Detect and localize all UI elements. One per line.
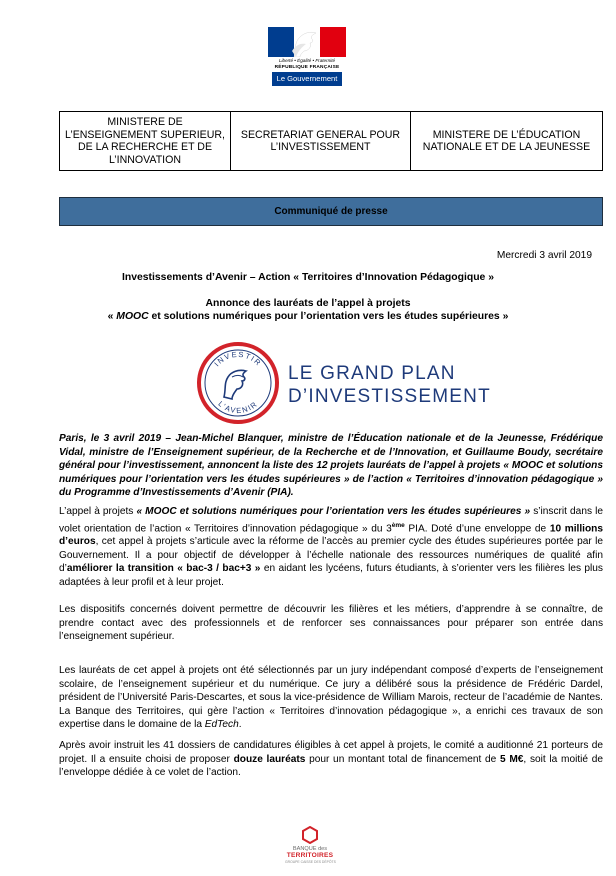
- headline-action: Investissements d’Avenir – Action « Territoires d’Innovation Pédagogique »: [121, 272, 495, 283]
- bdt-line2: TERRITOIRES: [286, 852, 334, 859]
- grand-plan-logo: [196, 341, 491, 425]
- headline-announcement: Annonce des lauréats de l’appel à projets: [205, 298, 411, 309]
- press-release-banner: [59, 197, 603, 226]
- paragraph-jury: Les lauréats de cet appel à projets ont été sélectionnés par un jury indépendant composé d’experts de l’enseignement scolaire, de l’enseignement supérieur et du numérique. Ce jury a délibéré sous la présidence de Frédéric Dardel, président de l’Université Paris-Descartes, et sous la vice-présidence de William Marois, recteur de l’académie de Nantes. La Banque des Territoires, qui gère l’action « Territoires d’innovation pédagogique », a enrichi ces travaux de son expertise dans le domaine de la EdTech.: [59, 665, 603, 730]
- paragraph-winners: Après avoir instruit les 41 dossiers de candidatures éligibles à cet appel à projets, le comité a auditionné 21 porteurs de projet. Il a ensuite choisi de proposer douze lauréats pour un montant total de financement de 5 M€, soit la moitié de l’enveloppe dédiée à ce volet de l’action.: [59, 740, 603, 778]
- release-date: Mercredi 3 avril 2019: [496, 250, 592, 261]
- paragraph-devices: Les dispositifs concernés doivent permettre de découvrir les filières et les métiers, d’apprendre à se connaître, de prendre contact avec des professionnels et de renforcer ses connaissances pour préparer son entrée dans l’enseignement supérieur.: [59, 604, 603, 642]
- government-banner: Le Gouvernement: [272, 72, 342, 86]
- republic-motto: Liberté • Égalité • Fraternité: [278, 58, 336, 63]
- hexagon-icon: [301, 826, 319, 844]
- ministry-national-education: MINISTERE DE L’ÉDUCATION NATIONALE ET DE LA JEUNESSE: [422, 128, 591, 153]
- intro-paragraph: Paris, le 3 avril 2019 – Jean-Michel Blanquer, ministre de l’Éducation nationale et de la Jeunesse, Frédérique Vidal, ministre de l’Enseignement supérieur, de la Recherche et de l’Innovation, et Guillaume Boudy, secrétaire général pour l’investissement, annoncent la liste des 12 projets lauréats de l’appel à projets « MOOC et solutions numériques pour l’orientation vers les études supérieures » de l’action « Territoires d’innovation pédagogique » du Programme d’Investissements d’Avenir (PIA).: [59, 433, 603, 498]
- bdt-line1: BANQUE des: [292, 846, 328, 852]
- marianne-profile-icon: [290, 29, 322, 57]
- press-release-label: Communiqué de presse: [274, 206, 388, 217]
- bdt-line3: GROUPE CAISSE DES DÉPÔTS: [285, 860, 336, 864]
- seal-bottom-text: L’AVENIR: [216, 399, 260, 416]
- government-logo: [268, 27, 346, 89]
- marianne-flag-icon: [268, 27, 346, 57]
- ministries-table: [59, 111, 603, 171]
- grand-plan-line1: LE GRAND PLAN: [288, 363, 456, 384]
- headline-call-title: « MOOC et solutions numériques pour l’orientation vers les études supérieures »: [107, 311, 509, 322]
- grand-plan-line2: D’INVESTISSEMENT: [288, 386, 491, 407]
- banque-des-territoires-logo: [285, 826, 335, 870]
- investir-avenir-seal-icon: [196, 341, 280, 425]
- republic-name: RÉPUBLIQUE FRANÇAISE: [274, 65, 340, 70]
- svg-text:INVESTIR: [212, 350, 263, 368]
- paragraph-call: L’appel à projets « MOOC et solutions numériques pour l’orientation vers les études supérieures » s’inscrit dans le volet orientation de l’action « Territoires d’innovation pédagogique » du 3ème PIA. Doté d’une enveloppe de 10 millions d’euros, cet appel à projets s’articule avec la réforme de l’accès au premier cycle des études supérieures portée par le Gouvernement. Il a pour objectif de développer à l’échelle nationale des ressources numériques de qualité afin d’améliorer la transition « bac-3 / bac+3 » en aidant les lycéens, futurs étudiants, à s’orienter vers les filières les plus adaptées à leur profil et à leur projet.: [59, 506, 603, 588]
- ministry-general-secretariat: SECRETARIAT GENERAL POUR L’INVESTISSEMENT: [231, 112, 411, 170]
- seal-top-text: INVESTIR: [212, 349, 264, 369]
- ministry-higher-education: MINISTERE DE L’ENSEIGNEMENT SUPERIEUR, DE LA RECHERCHE ET DE L’INNOVATION: [60, 112, 231, 170]
